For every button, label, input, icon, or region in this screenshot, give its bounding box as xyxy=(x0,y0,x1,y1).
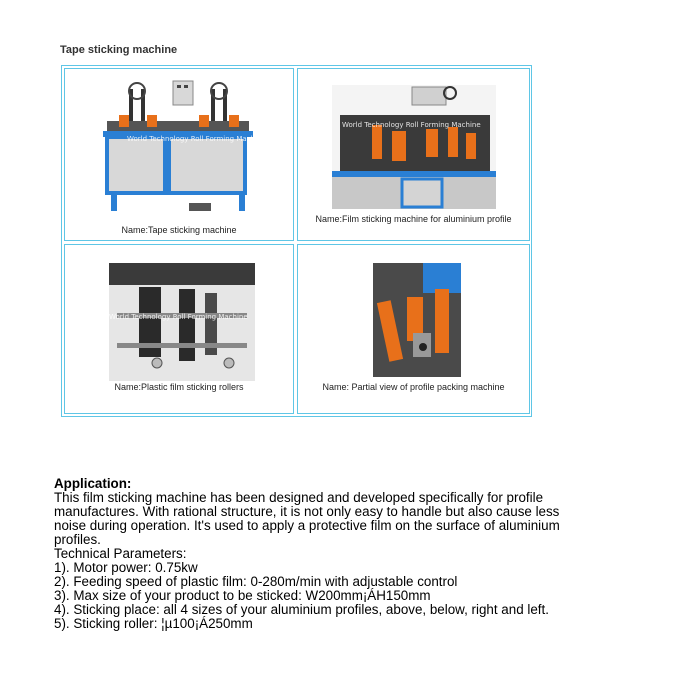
watermark-text: World Technology Roll Forming Machine xyxy=(342,121,481,129)
tape-sticking-machine-photo[interactable] xyxy=(89,77,267,219)
description-line: noise during operation. It's used to apply a protective film on the surface of aluminium xyxy=(54,518,560,533)
gallery-cell-partial-view xyxy=(297,244,530,414)
product-description xyxy=(54,477,614,631)
gallery-caption: Name:Film sticking machine for aluminium profile xyxy=(315,214,512,224)
gallery-caption: Name:Plastic film sticking rollers xyxy=(114,382,244,392)
description-line: profiles. xyxy=(54,532,101,547)
parameter-item: 4). Sticking place: all 4 sizes of your aluminium profiles, above, below, right and left. xyxy=(54,602,549,617)
plastic-film-rollers-photo[interactable] xyxy=(109,263,255,381)
application-heading: Application: xyxy=(54,476,132,491)
description-line: This film sticking machine has been designed and developed specifically for profile xyxy=(54,490,544,505)
parameter-item: 5). Sticking roller: ¦µ100¡Á250mm xyxy=(54,616,253,631)
image-gallery-table xyxy=(61,65,532,417)
watermark-text: World Technology Roll Forming Machine xyxy=(127,135,266,143)
page-title: Tape sticking machine xyxy=(60,44,178,56)
gallery-caption: Name: Partial view of profile packing machine xyxy=(322,382,505,392)
watermark-text: World Technology Roll Forming Machine xyxy=(109,313,248,321)
parameter-item: 3). Max size of your product to be sticked: W200mm¡ÁH150mm xyxy=(54,588,431,603)
film-sticking-machine-photo[interactable] xyxy=(332,85,496,209)
gallery-cell-film-machine xyxy=(297,68,530,241)
parameter-item: 1). Motor power: 0.75kw xyxy=(54,560,198,575)
description-line: manufactures. With rational structure, it is not only easy to handle but also cause less xyxy=(54,504,560,519)
gallery-caption: Name:Tape sticking machine xyxy=(121,225,237,235)
technical-parameters-heading: Technical Parameters: xyxy=(54,546,187,561)
gallery-cell-rollers xyxy=(64,244,294,414)
parameter-item: 2). Feeding speed of plastic film: 0-280m/min with adjustable control xyxy=(54,574,458,589)
profile-packing-machine-photo[interactable] xyxy=(373,263,461,377)
gallery-cell-tape-machine xyxy=(64,68,294,241)
